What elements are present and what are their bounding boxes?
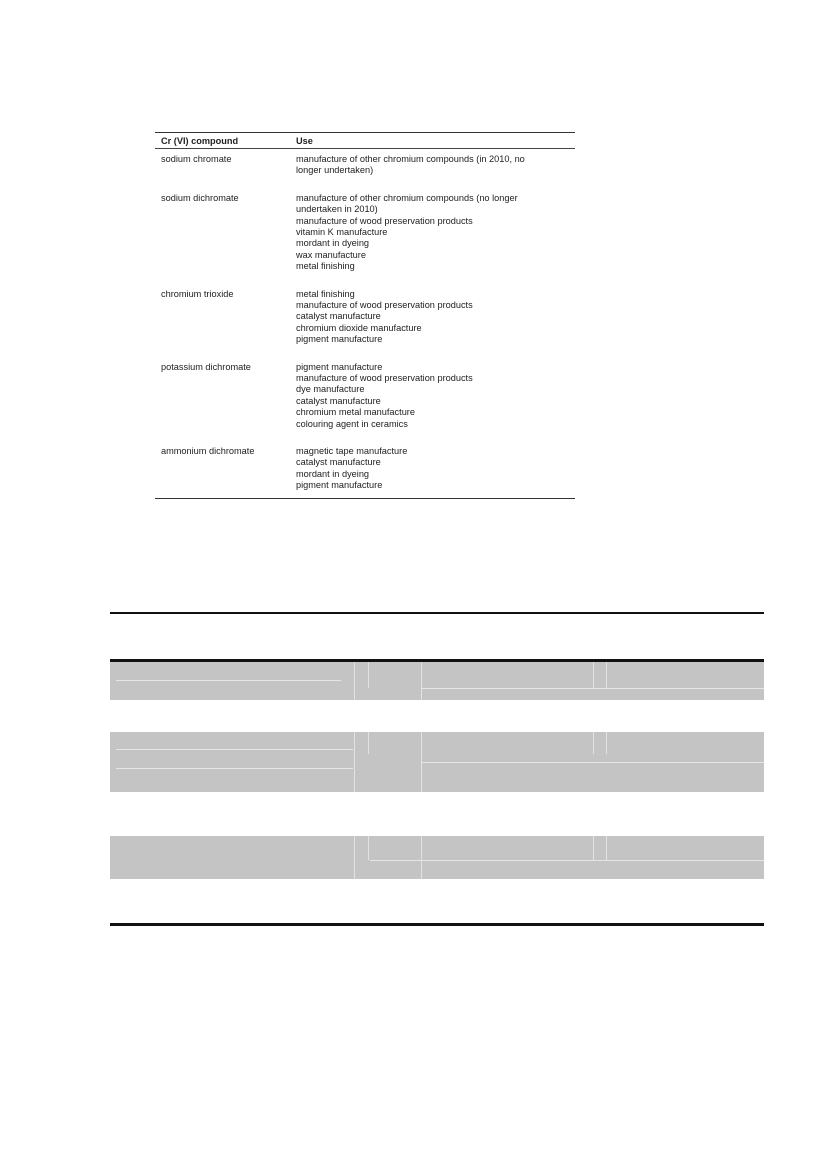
use-line: catalyst manufacture bbox=[296, 311, 381, 322]
compound-cell: chromium trioxide bbox=[161, 288, 234, 299]
use-line: manufacture of wood preservation products bbox=[296, 215, 473, 226]
use-line: colouring agent in ceramics bbox=[296, 418, 408, 429]
use-line: manufacture of wood preservation products bbox=[296, 372, 473, 383]
bottom-rule bbox=[110, 923, 764, 926]
column-divider bbox=[421, 662, 422, 700]
use-line: vitamin K manufacture bbox=[296, 226, 388, 237]
use-line: pigment manufacture bbox=[296, 480, 383, 491]
top-rule bbox=[110, 612, 764, 614]
use-line: metal finishing bbox=[296, 288, 355, 299]
compound-cell: sodium chromate bbox=[161, 154, 232, 164]
use-line: wax manufacture bbox=[296, 249, 366, 260]
column-divider bbox=[606, 662, 607, 688]
table-body bbox=[155, 149, 575, 492]
use-line: catalyst manufacture bbox=[296, 457, 381, 468]
use-line: pigment manufacture bbox=[296, 361, 383, 372]
use-line: manufacture of other chromium compounds (no longer bbox=[296, 192, 518, 203]
table-row bbox=[155, 362, 575, 430]
compound-cell: potassium dichromate bbox=[161, 361, 251, 372]
band-divider bbox=[116, 768, 353, 769]
use-line: undertaken in 2010) bbox=[296, 204, 378, 215]
use-line: catalyst manufacture bbox=[296, 395, 381, 406]
use-line: metal finishing bbox=[296, 261, 355, 272]
use-line: magnetic tape manufacture bbox=[296, 445, 408, 456]
table-header-row bbox=[155, 133, 575, 149]
table-row bbox=[155, 289, 575, 346]
column-divider bbox=[606, 732, 607, 754]
use-line: dye manufacture bbox=[296, 384, 365, 395]
use-line: pigment manufacture bbox=[296, 334, 383, 345]
use-cell bbox=[296, 289, 575, 346]
column-divider bbox=[368, 662, 369, 688]
column-divider bbox=[368, 732, 369, 754]
column-divider bbox=[593, 732, 594, 754]
table-row bbox=[155, 446, 575, 492]
shaded-band bbox=[110, 836, 764, 879]
column-divider bbox=[354, 662, 355, 700]
uses-table bbox=[155, 132, 575, 499]
band-divider bbox=[422, 688, 764, 689]
band-divider bbox=[116, 749, 353, 750]
compound-cell: ammonium dichromate bbox=[161, 445, 255, 456]
table-row bbox=[155, 154, 575, 177]
use-cell bbox=[296, 362, 575, 430]
use-line: chromium metal manufacture bbox=[296, 407, 415, 418]
band-divider bbox=[370, 860, 764, 861]
blank-shaded-table bbox=[110, 612, 764, 926]
column-divider bbox=[421, 732, 422, 792]
shaded-band bbox=[110, 662, 764, 700]
band-divider bbox=[116, 680, 341, 681]
table-row bbox=[155, 193, 575, 273]
column-divider bbox=[593, 662, 594, 688]
table-bottom-rule bbox=[155, 498, 575, 499]
header-compound: Cr (VI) compound bbox=[161, 135, 239, 146]
use-line: mordant in dyeing bbox=[296, 468, 370, 479]
use-line: chromium dioxide manufacture bbox=[296, 322, 422, 333]
compound-cell: sodium dichromate bbox=[161, 192, 239, 203]
column-divider bbox=[593, 836, 594, 860]
use-line: mordant in dyeing bbox=[296, 238, 370, 249]
band-divider bbox=[421, 762, 764, 763]
use-cell bbox=[296, 154, 575, 177]
use-cell bbox=[296, 193, 575, 273]
use-cell bbox=[296, 446, 575, 492]
column-divider bbox=[368, 836, 369, 860]
column-divider bbox=[354, 732, 355, 792]
use-line: longer undertaken) bbox=[296, 165, 374, 176]
column-divider bbox=[421, 836, 422, 879]
header-use: Use bbox=[296, 135, 313, 146]
use-line: manufacture of wood preservation products bbox=[296, 299, 473, 310]
column-divider bbox=[606, 836, 607, 860]
column-divider bbox=[354, 836, 355, 879]
use-line: manufacture of other chromium compounds (in 2010, no bbox=[296, 154, 525, 164]
